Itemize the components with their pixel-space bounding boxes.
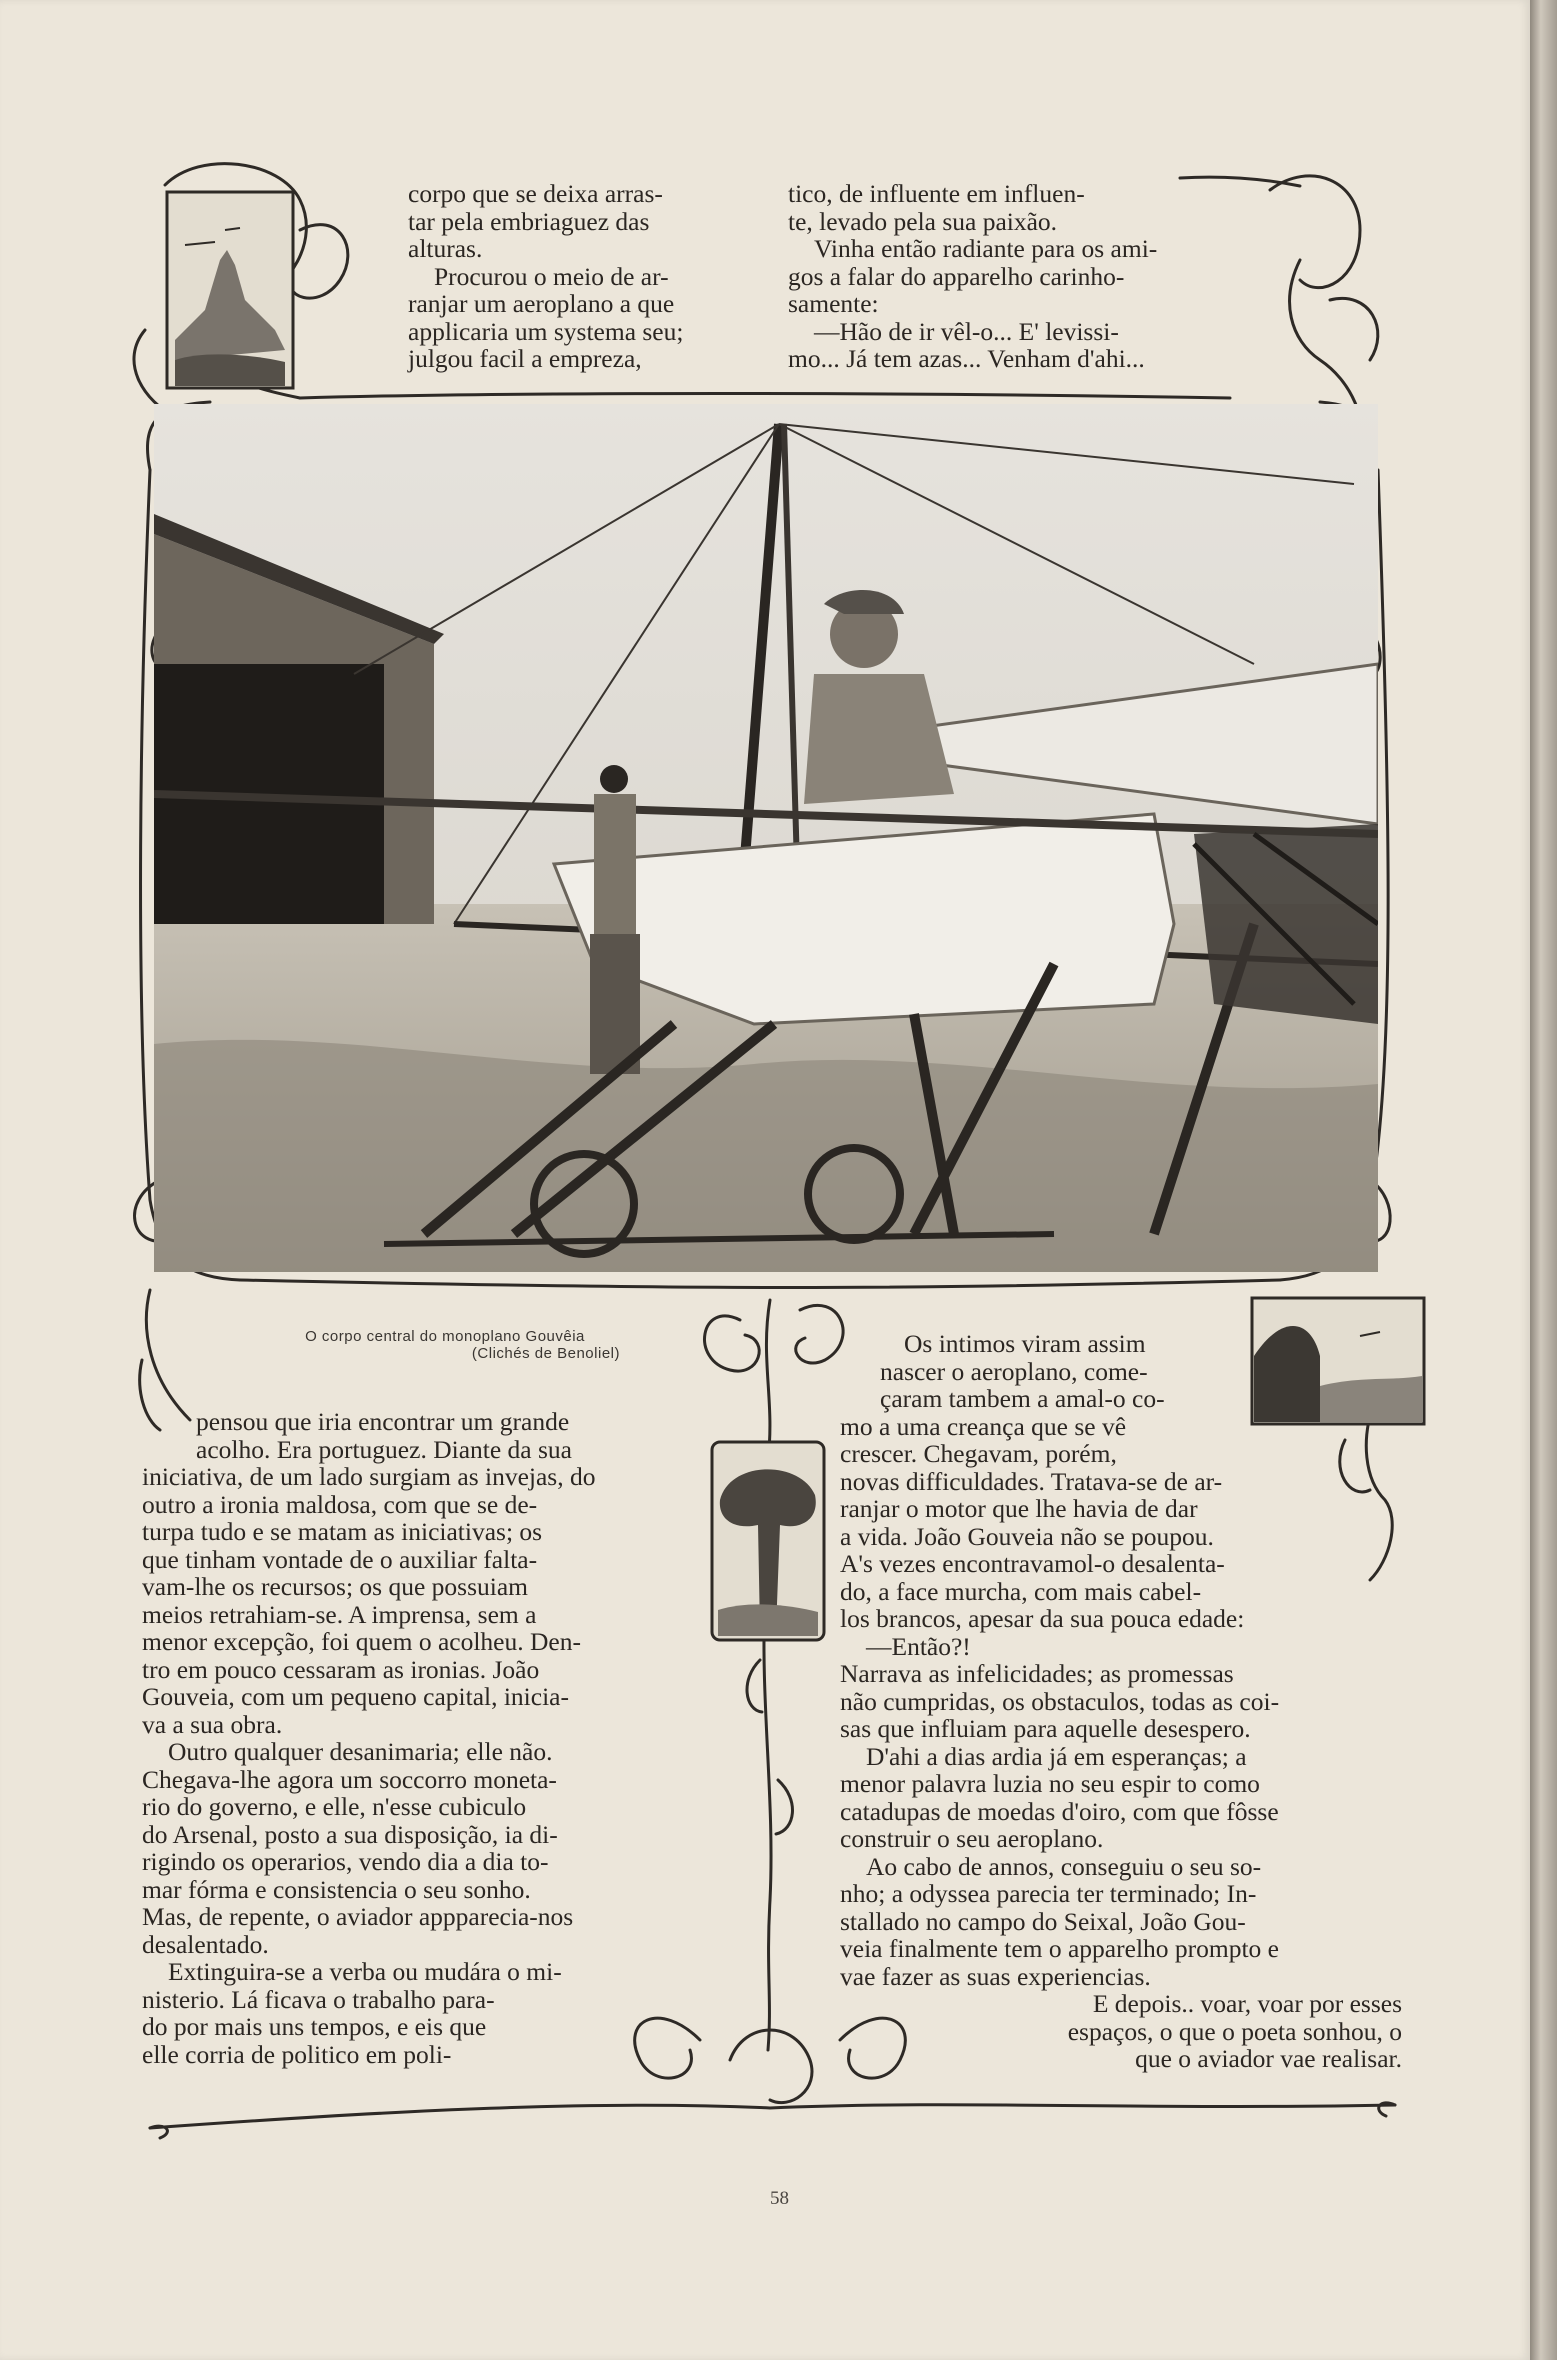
top-left-text xyxy=(408,180,738,373)
text-line: catadupas de moedas d'oiro, com que fôsse xyxy=(840,1796,1279,1826)
top-right-text xyxy=(788,180,1248,373)
text-line: que o aviador vae realisar. xyxy=(1135,2044,1402,2073)
text-line: turpa tudo e se matam as iniciativas; os xyxy=(142,1517,543,1546)
text-line: ranjar um aeroplano a que xyxy=(408,289,675,318)
text-line: sas que influiam para aquelle desespero. xyxy=(840,1714,1251,1743)
text-line: Outro qualquer desanimaria; elle não. xyxy=(168,1737,553,1766)
text-line: gos a falar do apparelho carinho- xyxy=(788,261,1125,291)
text-line: A's vezes encontravamol-o desalentа- xyxy=(840,1549,1225,1578)
text-line: vam-lhe os recursos; os que possuiam xyxy=(142,1572,528,1601)
text-line: mo... Já tem azas... Venham d'ahi... xyxy=(788,344,1145,373)
text-line: espaços, o que o poeta sonhou, o xyxy=(1067,2016,1402,2046)
text-line: construir o seu aeroplano. xyxy=(840,1824,1104,1853)
text-line: a vida. João Gouveia não se poupou. xyxy=(840,1521,1214,1551)
text-line: vae fazer as suas experiencias. xyxy=(840,1961,1151,1991)
text-line: Chegava-lhe agora um soccorro moneta- xyxy=(142,1764,557,1794)
text-line: mar fórma e consistencia o seu sonho. xyxy=(142,1874,531,1904)
text-line: Ao cabo de annos, conseguiu o seu so- xyxy=(866,1851,1262,1881)
right-column-text xyxy=(840,1330,1402,2073)
text-line: te, levado pela sua paixão. xyxy=(788,206,1058,236)
text-line: Os intimos viram assim xyxy=(904,1329,1146,1358)
text-line: iniciativa, de um lado surgiam as invejas, do xyxy=(142,1462,596,1491)
vignette-tree xyxy=(710,1440,826,1642)
text-line: elle corria de politico em poli- xyxy=(142,2039,452,2069)
text-line: —Hão de ir vêl-o... E' levissi- xyxy=(814,316,1119,346)
text-line: samente: xyxy=(788,289,879,318)
page-edge xyxy=(1530,0,1557,2360)
text-line: nho; a odyssea parecia ter terminado; In- xyxy=(840,1879,1257,1908)
text-line: menor excepção, foi quem o acolheu. Den- xyxy=(142,1627,581,1656)
text-line: pensou que iria encontrar um grande xyxy=(196,1407,570,1436)
page-number: 58 xyxy=(770,2188,789,2209)
text-line: mo a uma creança que se vê xyxy=(840,1411,1127,1441)
text-line: do Arsenal, posto a sua disposição, ia di- xyxy=(142,1819,558,1849)
text-line: rigindo os operarios, vendo dia a dia to- xyxy=(142,1847,549,1876)
text-line: E depois.. voar, voar por esses xyxy=(1092,1989,1402,2018)
text-line: los brancos, apesar da sua pouca edade: xyxy=(840,1604,1245,1633)
text-line: nisterio. Lá ficava o trabalho para- xyxy=(142,1984,495,2014)
text-line: do por mais uns tempos, e eis que xyxy=(142,2012,487,2041)
text-line: nascer o aeroplano, come- xyxy=(880,1356,1148,1386)
text-line: novas difficuldades. Tratava-se de ar- xyxy=(840,1466,1223,1496)
left-column-text xyxy=(142,1408,690,2068)
text-line: stallado no campo do Seixal, João Gou- xyxy=(840,1906,1246,1936)
text-line: outro a ironia maldosa, com que se de- xyxy=(142,1489,538,1519)
text-line: meios retrahiam-se. A imprensa, sem a xyxy=(142,1599,537,1629)
text-line: que tinham vontade de o auxiliar falta- xyxy=(142,1544,538,1574)
text-line: çaram tambem a amal-o co- xyxy=(880,1384,1165,1413)
text-line: rio do governo, e elle, n'esse cubiculo xyxy=(142,1792,527,1821)
text-line: veia finalmente tem o apparelho prompto e xyxy=(840,1934,1280,1963)
text-line: crescer. Chegavam, porém, xyxy=(840,1439,1117,1468)
text-line: Gouveia, com um pequeno capital, inicia- xyxy=(142,1682,569,1711)
text-line: não cumpridas, os obstaculos, todas as coi- xyxy=(840,1686,1280,1716)
text-line: tar pela embriaguez das xyxy=(408,206,650,236)
text-line: va a sua obra. xyxy=(142,1709,283,1739)
text-line: Mas, de repente, o aviador appparecia-nos xyxy=(142,1902,574,1931)
text-line: do, a face murcha, com mais cabel- xyxy=(840,1576,1202,1606)
text-line: Vinha então radiante para os ami- xyxy=(814,234,1158,263)
caption-credit: (Clichés de Benoliel) xyxy=(471,1345,620,1362)
text-line: corpo que se deixa arras- xyxy=(408,179,663,208)
text-line: tro em pouco cessaram as ironias. João xyxy=(142,1654,540,1684)
text-line: D'ahi a dias ardia já em esperanças; a xyxy=(866,1741,1247,1771)
photo-caption xyxy=(260,1328,630,1362)
text-line: applicaria um systema seu; xyxy=(408,316,684,346)
text-line: ranjar o motor que lhe havia de dar xyxy=(840,1494,1198,1523)
text-line: tico, de influente em influen- xyxy=(788,179,1085,208)
text-line: Extinguira-se a verba ou mudára o mi- xyxy=(168,1957,562,1986)
text-line: desalentado. xyxy=(142,1929,269,1959)
text-line: Procurou o meio de ar- xyxy=(434,261,669,291)
vignette-lighthouse xyxy=(165,190,295,390)
text-line: acolho. Era portuguez. Diante da sua xyxy=(196,1434,572,1464)
text-line: alturas. xyxy=(408,234,483,263)
photo-illustration xyxy=(154,404,1378,1272)
text-line: menor palavra luzia no seu espir to como xyxy=(840,1769,1260,1798)
text-line: julgou facil a empreza, xyxy=(408,344,642,373)
text-line: Narrava as infelicidades; as promessas xyxy=(840,1659,1234,1688)
monoplane-photo xyxy=(154,404,1378,1272)
caption-title: O corpo central do monoplano Gouvêia xyxy=(305,1328,585,1345)
text-line: —Então?! xyxy=(866,1631,971,1661)
